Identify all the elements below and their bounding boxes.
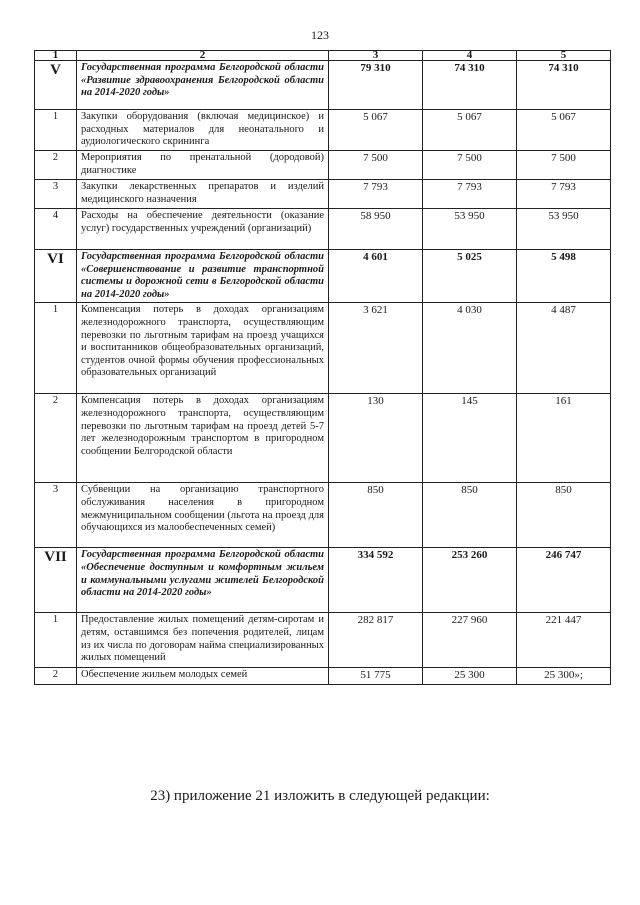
row-value-col4: 7 793 (423, 180, 517, 209)
row-value-col5: 25 300»; (517, 668, 611, 685)
row-value-col3: 850 (329, 483, 423, 548)
row-value-col4: 5 067 (423, 110, 517, 151)
row-value-col4: 145 (423, 394, 517, 483)
row-value-col5: 5 067 (517, 110, 611, 151)
row-number: 1 (35, 303, 77, 394)
row-value-col5: 7 793 (517, 180, 611, 209)
budget-table (34, 50, 611, 685)
row-description: Предоставление жилых помещений детям-сиротам и детям, оставшимся без попечения родителей, лицам из их числа по договорам найма специализированных жилых помещений (77, 613, 329, 668)
row-value-col5: 53 950 (517, 209, 611, 250)
row-value-col3: 58 950 (329, 209, 423, 250)
row-value-col3: 5 067 (329, 110, 423, 151)
table-row (35, 303, 611, 394)
header-col-3: 3 (329, 51, 423, 61)
header-col-4: 4 (423, 51, 517, 61)
row-value-col3: 51 775 (329, 668, 423, 685)
row-value-col3: 282 817 (329, 613, 423, 668)
row-description: Компенсация потерь в доходах организациям железнодорожного транспорта, осуществляющим перевозки по льготным тарифам на проезд детей 5-7 лет железнодорожным транспортом в пригородном сообщении Белгородской области (77, 394, 329, 483)
header-col-2: 2 (77, 51, 329, 61)
row-value-col3: 7 500 (329, 151, 423, 180)
row-value-col4: 25 300 (423, 668, 517, 685)
row-value-col4: 74 310 (423, 61, 517, 110)
row-value-col5: 161 (517, 394, 611, 483)
table-row (35, 613, 611, 668)
table-row-program (35, 61, 611, 110)
row-value-col5: 74 310 (517, 61, 611, 110)
row-value-col5: 7 500 (517, 151, 611, 180)
closing-paragraph: 23) приложение 21 изложить в следующей редакции: (150, 788, 490, 804)
row-number: 4 (35, 209, 77, 250)
row-value-col5: 4 487 (517, 303, 611, 394)
header-col-5: 5 (517, 51, 611, 61)
row-description: Мероприятия по пренатальной (дородовой) диагностике (77, 151, 329, 180)
row-value-col4: 7 500 (423, 151, 517, 180)
row-description: Субвенции на организацию транспортного обслуживания населения в пригородном межмуниципальном сообщении (льгота на проезд для обучающихся из малообеспеченных семей) (77, 483, 329, 548)
row-description: Государственная программа Белгородской области «Обеспечение доступным и комфортным жильем и коммунальными услугами жителей Белгородской области на 2014-2020 годы» (77, 548, 329, 613)
row-description: Закупки лекарственных препаратов и изделий медицинского назначения (77, 180, 329, 209)
row-value-col4: 4 030 (423, 303, 517, 394)
row-number: VI (35, 250, 77, 303)
table-row (35, 394, 611, 483)
row-description: Компенсация потерь в доходах организациям железнодорожного транспорта, осуществляющим перевозки по льготным тарифам на проезд учащихся и воспитанников общеобразовательных организаций, студентов очной формы обучения профессиональных образовательных организаций (77, 303, 329, 394)
row-description: Государственная программа Белгородской области «Совершенствование и развитие транспортной системы и дорожной сети в Белгородской области на 2014-2020 годы» (77, 250, 329, 303)
row-value-col4: 227 960 (423, 613, 517, 668)
table-row (35, 110, 611, 151)
table-row-program (35, 250, 611, 303)
row-value-col3: 79 310 (329, 61, 423, 110)
row-number: 2 (35, 668, 77, 685)
page-number: 123 (311, 28, 329, 42)
row-value-col3: 4 601 (329, 250, 423, 303)
row-value-col3: 130 (329, 394, 423, 483)
row-number: 1 (35, 110, 77, 151)
row-number: VII (35, 548, 77, 613)
row-value-col4: 253 260 (423, 548, 517, 613)
row-value-col5: 221 447 (517, 613, 611, 668)
row-number: 3 (35, 180, 77, 209)
row-number: 2 (35, 151, 77, 180)
row-description: Расходы на обеспечение деятельности (оказание услуг) государственных учреждений (организаций) (77, 209, 329, 250)
row-description: Закупки оборудования (включая медицинское) и расходных материалов для неонатального и аудиологического скрининга (77, 110, 329, 151)
row-value-col3: 3 621 (329, 303, 423, 394)
row-number: V (35, 61, 77, 110)
table-row (35, 180, 611, 209)
table-row (35, 668, 611, 685)
row-description: Государственная программа Белгородской области «Развитие здравоохранения Белгородской области на 2014-2020 годы» (77, 61, 329, 110)
table-row-program (35, 548, 611, 613)
row-value-col4: 850 (423, 483, 517, 548)
row-value-col5: 246 747 (517, 548, 611, 613)
row-value-col3: 334 592 (329, 548, 423, 613)
table-row (35, 209, 611, 250)
row-number: 3 (35, 483, 77, 548)
row-value-col4: 53 950 (423, 209, 517, 250)
row-number: 1 (35, 613, 77, 668)
row-value-col3: 7 793 (329, 180, 423, 209)
table-row (35, 151, 611, 180)
row-value-col4: 5 025 (423, 250, 517, 303)
row-value-col5: 850 (517, 483, 611, 548)
row-value-col5: 5 498 (517, 250, 611, 303)
row-number: 2 (35, 394, 77, 483)
header-col-1: 1 (35, 51, 77, 61)
table-header-row (35, 51, 611, 61)
row-description: Обеспечение жильем молодых семей (77, 668, 329, 685)
table-row (35, 483, 611, 548)
